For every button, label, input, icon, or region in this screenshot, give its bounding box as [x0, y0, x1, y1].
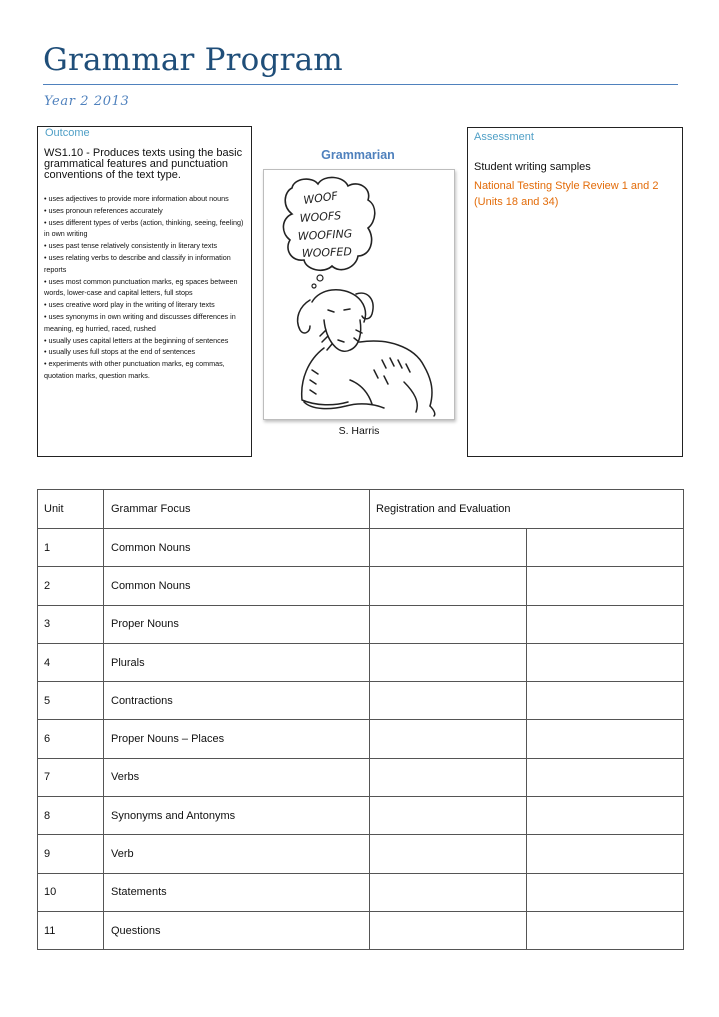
- image-credit: S. Harris: [338, 425, 380, 437]
- focus-cell: Proper Nouns: [104, 605, 370, 643]
- outcome-indicator: • uses different types of verbs (action, thinking, seeing, feeling) in own writing: [44, 217, 244, 239]
- evaluation-cell[interactable]: [527, 605, 684, 643]
- table-row: [38, 835, 684, 873]
- registration-cell[interactable]: [370, 567, 527, 605]
- focus-cell: Questions: [104, 911, 370, 949]
- table-row: [38, 643, 684, 681]
- outcome-indicator: • uses most common punctuation marks, eg spaces between words, lower-case and capital letters, full stops: [44, 276, 238, 298]
- table-row: [38, 567, 684, 605]
- registration-cell[interactable]: [370, 529, 527, 567]
- unit-cell: 4: [38, 643, 104, 681]
- focus-cell: Proper Nouns – Places: [104, 720, 370, 758]
- header-grammar-focus: Grammar Focus: [104, 490, 370, 529]
- table-row: [38, 682, 684, 720]
- unit-cell: 8: [38, 797, 104, 835]
- outcome-indicator: • uses creative word play in the writing of literary texts: [44, 300, 215, 310]
- focus-cell: Synonyms and Antonyms: [104, 797, 370, 835]
- evaluation-cell[interactable]: [527, 720, 684, 758]
- registration-cell[interactable]: [370, 605, 527, 643]
- evaluation-cell[interactable]: [527, 567, 684, 605]
- grammarian-heading: Grammarian: [321, 148, 395, 162]
- header-unit: Unit: [38, 490, 104, 529]
- evaluation-cell[interactable]: [527, 682, 684, 720]
- table-row: [38, 873, 684, 911]
- assessment-review-text: [474, 178, 679, 210]
- assessment-box: [467, 127, 683, 457]
- unit-cell: 10: [38, 873, 104, 911]
- evaluation-cell[interactable]: [527, 911, 684, 949]
- table-row: [38, 720, 684, 758]
- focus-cell: Verbs: [104, 758, 370, 796]
- unit-cell: 1: [38, 529, 104, 567]
- registration-cell[interactable]: [370, 720, 527, 758]
- cartoon-word: WOOFING: [297, 227, 353, 243]
- evaluation-cell[interactable]: [527, 873, 684, 911]
- registration-cell[interactable]: [370, 758, 527, 796]
- table-row: [38, 529, 684, 567]
- cartoon-word: WOOFS: [299, 209, 342, 225]
- outcome-indicator: • uses past tense relatively consistently in literary texts: [44, 241, 218, 251]
- evaluation-cell[interactable]: [527, 797, 684, 835]
- registration-cell[interactable]: [370, 643, 527, 681]
- table-row: [38, 758, 684, 796]
- assessment-writing-samples: Student writing samples: [474, 161, 591, 173]
- unit-cell: 6: [38, 720, 104, 758]
- grammar-units-table: [37, 489, 684, 950]
- title-divider: [43, 84, 678, 85]
- outcome-label: Outcome: [45, 127, 90, 139]
- cartoon-word: WOOFED: [301, 245, 353, 260]
- unit-cell: 2: [38, 567, 104, 605]
- evaluation-cell[interactable]: [527, 529, 684, 567]
- table-header-row: [38, 490, 684, 529]
- outcome-indicator-list: [44, 193, 250, 382]
- outcome-indicator: • uses relating verbs to describe and classify in information reports: [44, 252, 231, 274]
- page-subtitle: Year 2 2013: [44, 94, 130, 109]
- table-row: [38, 605, 684, 643]
- registration-cell[interactable]: [370, 911, 527, 949]
- focus-cell: Common Nouns: [104, 529, 370, 567]
- table-row: [38, 797, 684, 835]
- unit-cell: 7: [38, 758, 104, 796]
- unit-cell: 9: [38, 835, 104, 873]
- outcome-indicator: • experiments with other punctuation marks, eg commas, quotation marks, question marks.: [44, 359, 225, 380]
- registration-cell[interactable]: [370, 797, 527, 835]
- outcome-indicator: • usually uses capital letters at the beginning of sentences: [44, 335, 229, 345]
- table-row: [38, 911, 684, 949]
- focus-cell: Plurals: [104, 643, 370, 681]
- focus-cell: Statements: [104, 873, 370, 911]
- evaluation-cell[interactable]: [527, 643, 684, 681]
- outcome-box: [37, 126, 252, 457]
- registration-cell[interactable]: [370, 682, 527, 720]
- evaluation-cell[interactable]: [527, 835, 684, 873]
- focus-cell: Common Nouns: [104, 567, 370, 605]
- registration-cell[interactable]: [370, 835, 527, 873]
- outcome-indicator: • usually uses full stops at the end of sentences: [44, 347, 196, 357]
- outcome-indicator: • uses synonyms in own writing and discusses differences in meaning, eg hurried, raced, rushed: [44, 311, 236, 333]
- unit-cell: 3: [38, 605, 104, 643]
- unit-cell: 5: [38, 682, 104, 720]
- unit-cell: 11: [38, 911, 104, 949]
- outcome-indicator: • uses adjectives to provide more information about nouns: [44, 194, 229, 203]
- outcome-main-text: WS1.10 - Produces texts using the basic grammatical features and punctuation conventions of the text type.: [44, 147, 243, 181]
- page-title: Grammar Program: [43, 42, 343, 78]
- header-registration-evaluation: Registration and Evaluation: [370, 490, 684, 529]
- outcome-indicator: • uses pronoun references accurately: [44, 205, 163, 215]
- dog-cartoon-image: [263, 169, 455, 420]
- focus-cell: Contractions: [104, 682, 370, 720]
- cartoon-word: WOOF: [302, 189, 339, 207]
- focus-cell: Verb: [104, 835, 370, 873]
- assessment-label: Assessment: [474, 131, 534, 143]
- registration-cell[interactable]: [370, 873, 527, 911]
- evaluation-cell[interactable]: [527, 758, 684, 796]
- dog-cartoon-illustration: [264, 170, 454, 419]
- assessment-units-line: (Units 18 and 34): [474, 196, 559, 208]
- assessment-review-line: National Testing Style Review 1 and 2: [474, 180, 659, 192]
